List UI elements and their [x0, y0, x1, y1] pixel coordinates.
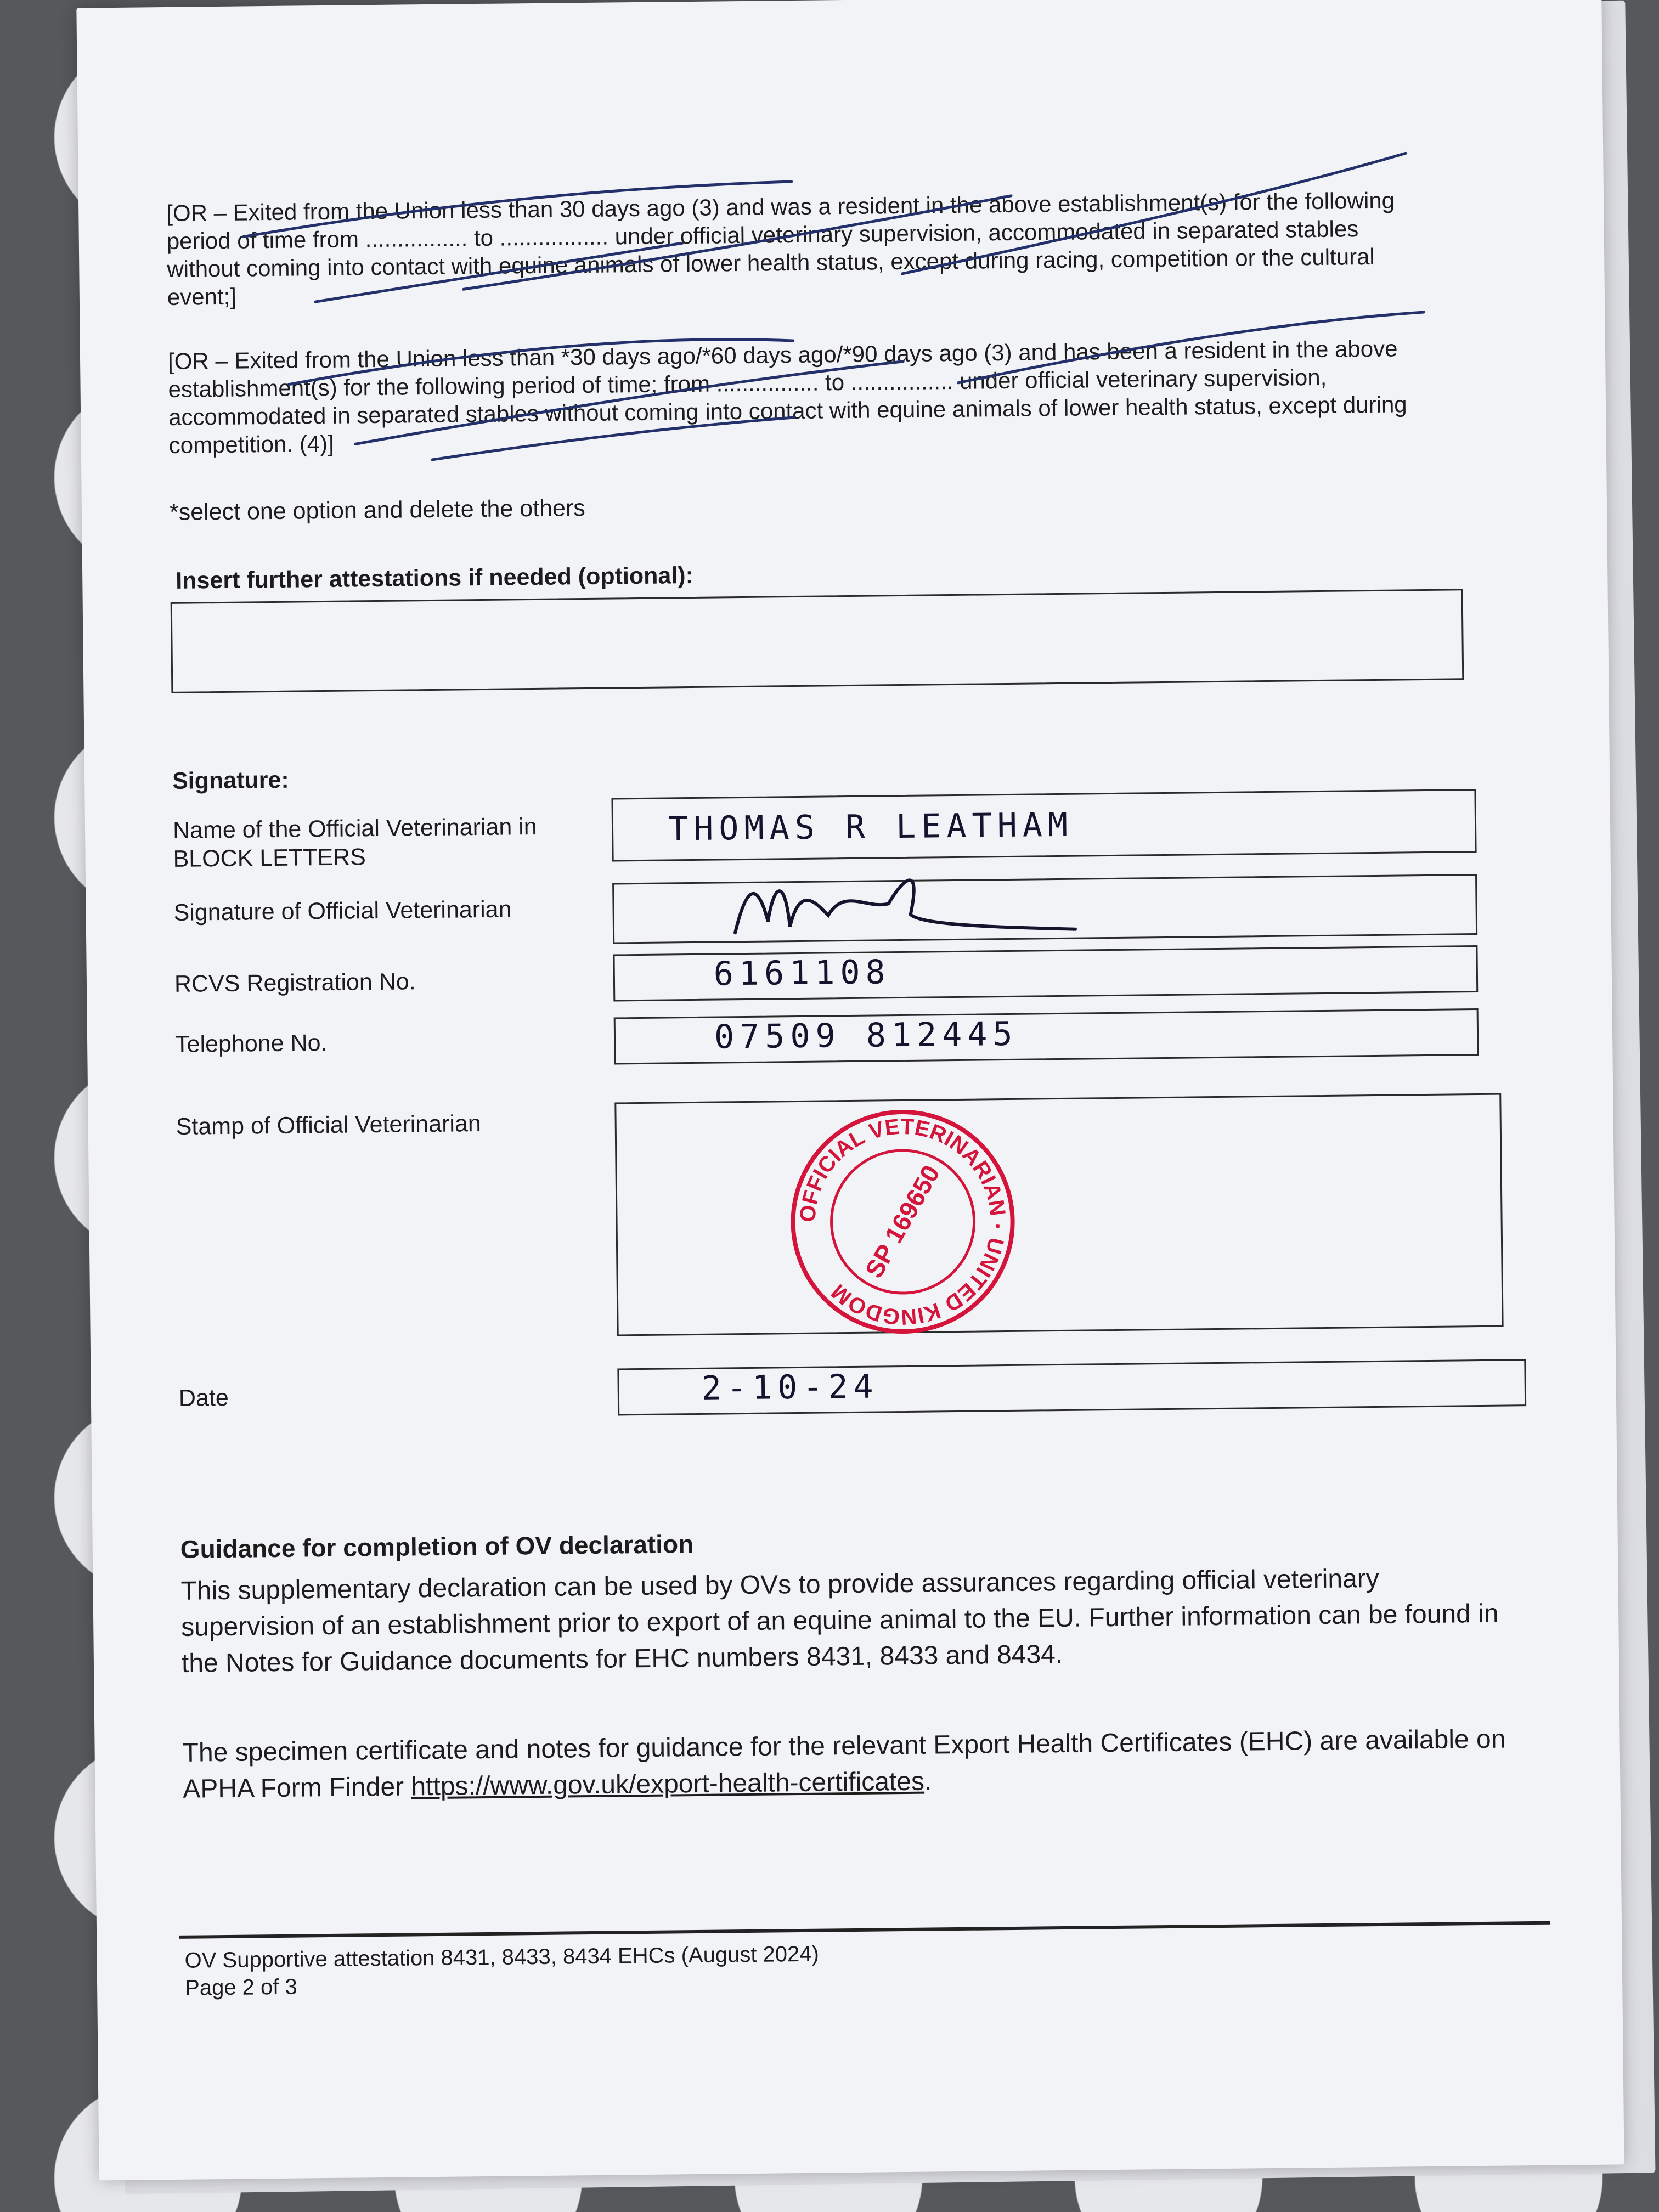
guidance-text: This supplementary declaration can be used by OVs to provide assurances regarding official veterinary supervision of an establishment prior to export of an equine animal to the EU. Further information can be found in the Notes for Guidance documents for EHC numbers 8431, 8433 and 8434. [180, 1564, 1499, 1678]
select-option-note: *select one option and delete the others [169, 495, 586, 526]
name-label: Name of the Official Veterinarian in BLOCK LETTERS [172, 813, 537, 872]
name-field[interactable] [611, 789, 1476, 861]
rcvs-label: RCVS Registration No. [174, 968, 416, 997]
further-attestations-label: Insert further attestations if needed (optional): [176, 562, 694, 594]
date-handwritten: 2-10-24 [701, 1367, 879, 1408]
rcvs-field[interactable] [613, 945, 1478, 1001]
guidance-heading: Guidance for completion of OV declaration [180, 1530, 694, 1564]
signature-label: Signature of Official Veterinarian [173, 896, 512, 926]
date-field[interactable] [617, 1359, 1526, 1415]
phone-label: Telephone No. [174, 1029, 328, 1058]
document-page [76, 0, 1624, 2180]
specimen-paragraph [182, 1721, 1521, 1808]
signature-heading: Signature: [172, 766, 289, 794]
stamp-number: SP 169650 [859, 1160, 946, 1283]
stamp-field[interactable] [614, 1093, 1503, 1336]
stamp-ring-text: OFFICIAL VETERINARIAN · UNITED KINGDOM [795, 1114, 1010, 1329]
export-health-certificates-link[interactable]: https://www.gov.uk/export-health-certificates [411, 1767, 925, 1802]
specimen-period: . [924, 1767, 932, 1796]
strike-through-lines [76, 0, 1624, 2180]
phone-field[interactable] [614, 1008, 1479, 1064]
stamp-label: Stamp of Official Veterinarian [176, 1110, 482, 1140]
official-veterinarian-stamp [781, 1100, 1025, 1344]
rcvs-handwritten: 6161108 [713, 953, 891, 994]
specimen-text: The specimen certificate and notes for guidance for the relevant Export Health Certificates (EHC) are available on APHA Form Finder [182, 1724, 1506, 1804]
signature-field[interactable] [612, 874, 1477, 944]
further-attestations-box[interactable] [171, 589, 1464, 693]
phone-handwritten: 07509 812445 [714, 1014, 1018, 1057]
handwritten-signature [724, 852, 1109, 944]
option-a-paragraph: [OR – Exited from the Union less than 30 days ago (3) and was a resident in the above establishment(s) for the following period of time from ................ to ................. under official veterinary supervision, accommodated in separated stables without coming into contact with equine animals of lower health status, except during racing, competition or the cultural event;] [166, 187, 1395, 310]
name-handwritten: THOMAS R LEATHAM [668, 805, 1074, 849]
date-label: Date [178, 1384, 229, 1412]
page-number: Page 2 of 3 [184, 1974, 297, 2000]
option-b-paragraph: [OR – Exited from the Union less than *30 days ago/*60 days ago/*90 days ago (3) and has been a resident in the above establishment(s) for the following period of time; from ................ to ................ under official veterinary supervision, accommodated in separated stables without coming into contact with equine animals of lower health status, except during competition. (4)] [167, 335, 1407, 458]
footer-title: OV Supportive attestation 8431, 8433, 8434 EHCs (August 2024) [184, 1942, 820, 1973]
